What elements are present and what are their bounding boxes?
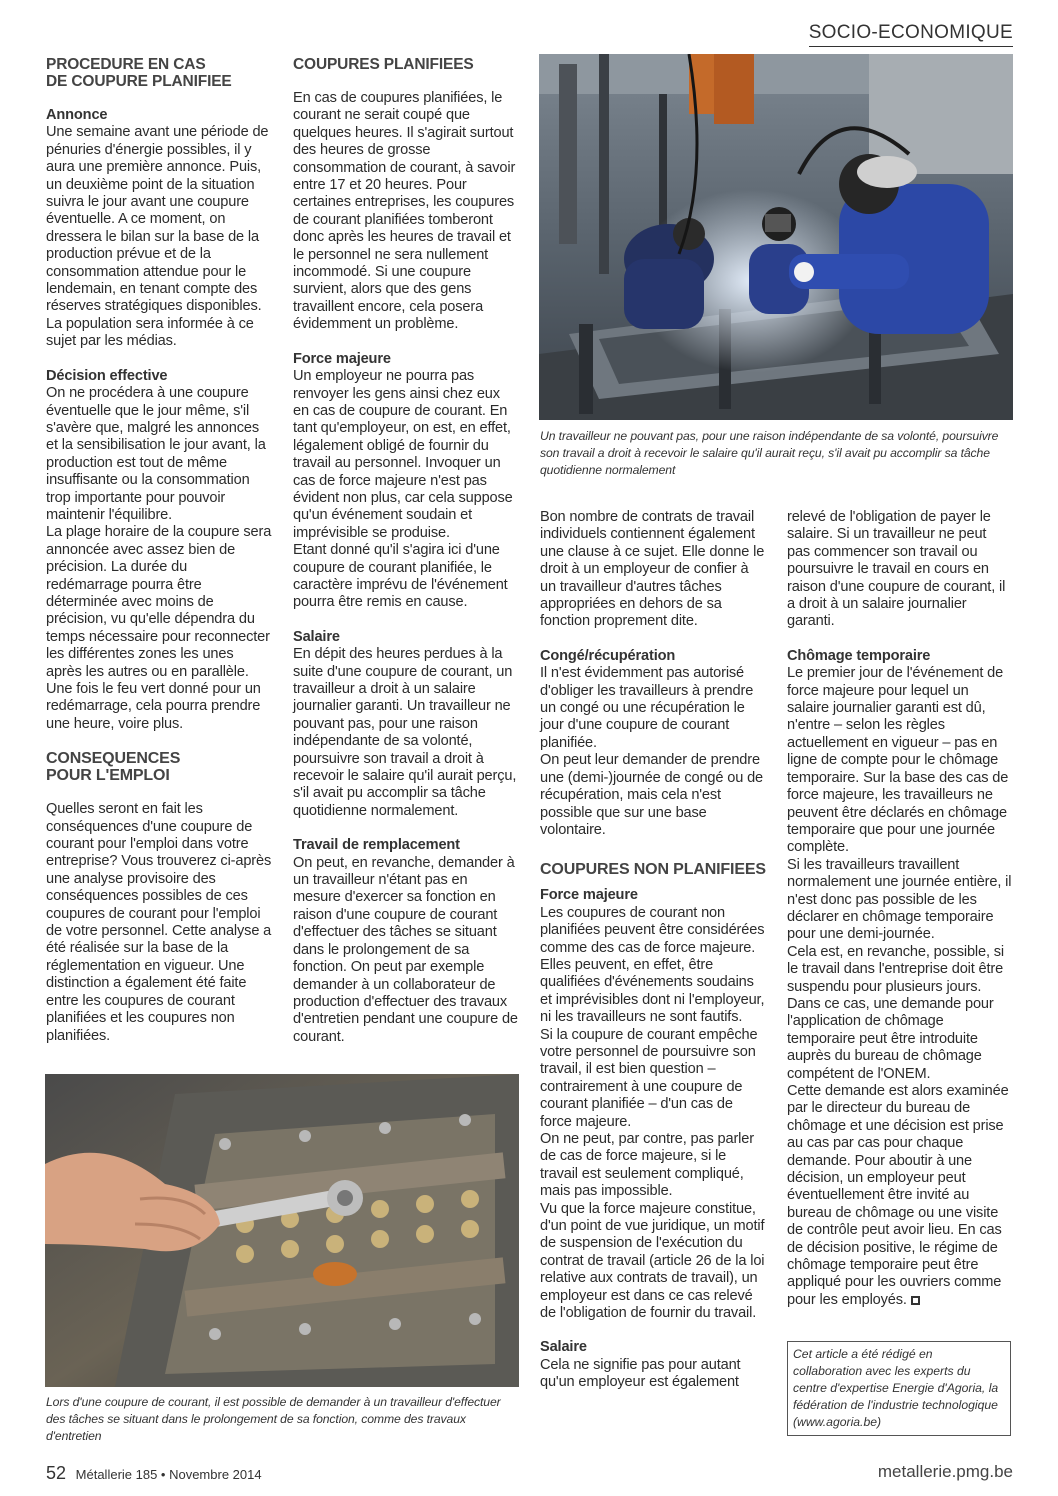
col3-intro-paragraph: Bon nombre de contrats de travail individuels contiennent également une clause à ce sujet. Elle donne le droit à un employeur de confier à un travailleur d'autres tâches appropriées en dehors de sa fonction proprement dite. [540,509,765,630]
force-majeure-paragraph-1: Un employeur ne pourra pas renvoyer les gens ainsi chez eux en cas de coupure de courant. En tant qu'employeur, on est, en effet, légalement obligé de fournir du travail au personnel. Invoquer un cas de force majeure n'est pas évident non plus, car cela suppose qu'un événement soudain et imprévisible se produise. [293,368,513,541]
unplanned-force-paragraph-4: Vu que la force majeure constitue, d'un point de vue juridique, un motif de suspension de l'exécution du contrat de travail (article 26 de la loi relative aux contrats de travail), un employeur est dans ce cas relevé de l'obligation de fournir du travail. [540,1200,765,1322]
column-2 [293,52,519,1046]
conge-paragraph-1: Il n'est évidemment pas autorisé d'obliger les travailleurs à prendre un congé ou une récupération le jour d'une coupure de courant planifiée. [540,665,754,751]
column-1 [46,52,272,1045]
conge-paragraph-2: On peut leur demander de prendre une (demi-)journée de congé ou de récupération, mais cela n'est possible que sur une base volontaire. [540,752,764,838]
consequences-title: CONSEQUENCES POUR L'EMPLOI [46,750,181,785]
travail-remplacement-paragraph: On peut, en revanche, demander à un travailleur n'étant pas en mesure d'exercer sa fonction en raison d'une coupure de courant d'effectuer des tâches se situant dans le prolongement de sa fonction. On peut par exemple demander à un collaborateur de production d'effectuer des travaux d'entretien pendant une coupure de courant. [293,854,518,1045]
welders-photo [539,54,1013,420]
credit-box: Cet article a été rédigé en collaboration avec les experts du centre d'expertise Energie d'Agoria, la fédération de l'industrie technologique (www.agoria.be) [787,1341,1011,1436]
issue-info: Métallerie 185 • Novembre 2014 [75,1467,262,1482]
section-tag: SOCIO-ECONOMIQUE [809,22,1013,47]
planned-intro-paragraph: En cas de coupures planifiées, le courant ne serait coupé que quelques heures. Il s'agirait surtout des heures de grosse consommation de courant, à savoir entre 17 et 20 heures. Pour certaines entreprises, les coupures de courant planifiées tomberont donc après les heures de travail et le personnel ne sera nullement incommodé. Si une coupure survient, alors que des gens travaillent encore, cela posera évidemment un problème. [293,90,516,333]
unplanned-salaire-heading: Salaire [540,1339,587,1356]
decision-paragraph-2: La plage horaire de la coupure sera annoncée avec assez bien de précision. La durée du redémarrage pourra être déterminée avec moins de précision, vu qu'elle dépendra du temps nécessaire pour reconnecter les différentes zones les unes après les autres ou en parallèle. Une fois le feu vert donné pour un redémarrage, cela pourra prendre une heure, voire plus. [46,524,272,732]
unplanned-salaire-paragraph: Cela ne signifie pas pour autant qu'un employeur est également [540,1356,741,1391]
consequences-paragraph: Quelles seront en fait les conséquences d'une coupure de courant pour l'emploi dans votre entreprise? Vous trouverez ci-après une analyse provisoire des conséquences possibles de ces coupures de courant pour l'emploi de votre personnel. Cette analyse a été réalisée sur la base de la réglementation en vigueur. Une distinction a également été faite entre les coupures de courant planifiées et les coupures non planifiées. [46,801,272,1044]
end-of-article-icon [911,1296,920,1305]
website-link[interactable]: metallerie.pmg.be [877,1462,1013,1481]
unplanned-force-paragraph-3: On ne peut, par contre, pas parler de cas de force majeure, si le travail est seulement compliqué, mais pas impossible. [540,1131,754,1200]
page-number: 52 [46,1463,67,1483]
salaire-paragraph: En dépit des heures perdues à la suite d'une coupure de courant, un travailleur a droit à un salaire journalier garanti. Un travailleur ne pouvant pas, pour une raison indépendante de sa volonté, poursuivre son travail a droit à recevoir le salaire qu'il aurait perçu, s'il avait pu accomplir sa tâche quotidienne normalement. [293,646,517,819]
chomage-paragraph-2: Si les travailleurs travaillent normalement une journée entière, il n'est donc pas possible de les déclarer en chômage temporaire pour une demi-journée. [787,856,1012,943]
engine-caption: Lors d'une coupure de courant, il est possible de demander à un travailleur d'effectuer des tâches se situant dans le prolongement de sa fonction, comme des travaux d'entretien [46,1395,501,1443]
conge-heading: Congé/récupération [540,647,676,664]
annonce-paragraph: Une semaine avant une période de pénuries d'énergie possibles, il y aura une première annonce. Puis, un deuxième point de la situation suivra le jour avant une coupure éventuelle. A ce moment, on dressera le bilan sur la base de la production prévue et de la consommation attendue pour le lendemain, en tenant compte des réserves stratégiques disponibles. La population sera informée à ce sujet par les médias. [46,124,269,350]
unplanned-cuts-title: COUPURES NON PLANIFIEES [540,861,766,879]
welders-caption: Un travailleur ne pouvant pas, pour une raison indépendante de sa volonté, poursuivre son travail a droit à recevoir le salaire qu'il aurait reçu, s'il avait pu accomplir sa tâche quotidienne normalement [540,429,999,477]
engine-photo [45,1074,519,1387]
footer-left [46,1463,262,1484]
chomage-heading: Chômage temporaire [787,647,931,664]
unplanned-force-majeure-heading: Force majeure [540,887,638,904]
column-3 [540,509,766,1392]
annonce-heading: Annonce [46,107,108,123]
decision-heading: Décision effective [46,367,168,384]
salaire-heading: Salaire [293,628,340,645]
planned-cuts-title: COUPURES PLANIFIEES [293,56,474,73]
chomage-paragraph-3: Cela est, en revanche, possible, si le travail dans l'entreprise doit être suspendu pour plusieurs jours. Dans ce cas, une demande pour l'application de chômage temporaire peut être introduite auprès du bureau de chômage compétent de l'ONEM. [787,943,1005,1082]
force-majeure-heading: Force majeure [293,350,391,367]
chomage-paragraph-4-text: Cette demande est alors examinée par le directeur du bureau de chômage et une décision est prise au cas par cas pour chaque demande. Pour aboutir à une décision, un employeur peut éventuellement être invité au bureau de chômage ou une visite de contrôle peut avoir lieu. En cas de décision positive, le régime de chômage temporaire peut être appliqué pour les ouvriers comme pour les employés. [787,1083,1009,1308]
unplanned-force-paragraph-1: Les coupures de courant non planifiées peuvent être considérées comme des cas de force majeure. Elles peuvent, en effet, être qualifiées d'événements soudains et imprévisibles dont ni l'employeur, ni les travailleurs ne sont fautifs. [540,904,765,1026]
force-majeure-paragraph-2: Etant donné qu'il s'agira ici d'une coupure de courant planifiée, le caractère imprévu de l'événement pourra être remis en cause. [293,542,508,611]
decision-paragraph-1: On ne procédera à une coupure éventuelle que le jour même, s'il s'avère que, malgré les annonces et la sensibilisation le jour avant, la production est tout de même insuffisante ou la consommation trop importante pour pouvoir maintenir l'équilibre. [46,385,266,523]
travail-remplacement-heading: Travail de remplacement [293,837,460,854]
col4-intro-paragraph: relevé de l'obligation de payer le salaire. Si un travailleur ne peut pas commencer son travail ou poursuivre le travail en cours en raison d'une coupure de courant, il a droit à un salaire journalier garanti. [787,509,1006,630]
column-4 [787,509,1013,1309]
chomage-paragraph-1: Le premier jour de l'événement de force majeure pour lequel un salaire journalier garanti est dû, n'entre – selon les règles actuellement en vigueur – pas en ligne de compte pour le chômage temporaire. Sur la base des cas de force majeure, les travailleurs ne peuvent être déclarés en chômage temporaire que pour une journée complète. [787,665,1009,856]
chomage-paragraph-4 [787,1083,1013,1309]
procedure-title: PROCEDURE EN CAS DE COUPURE PLANIFIEE [46,56,232,90]
unplanned-force-paragraph-2: Si la coupure de courant empêche votre personnel de poursuivre son travail, il est bien question – contrairement à une coupure de courant planifiée – d'un cas de force majeure. [540,1026,758,1130]
